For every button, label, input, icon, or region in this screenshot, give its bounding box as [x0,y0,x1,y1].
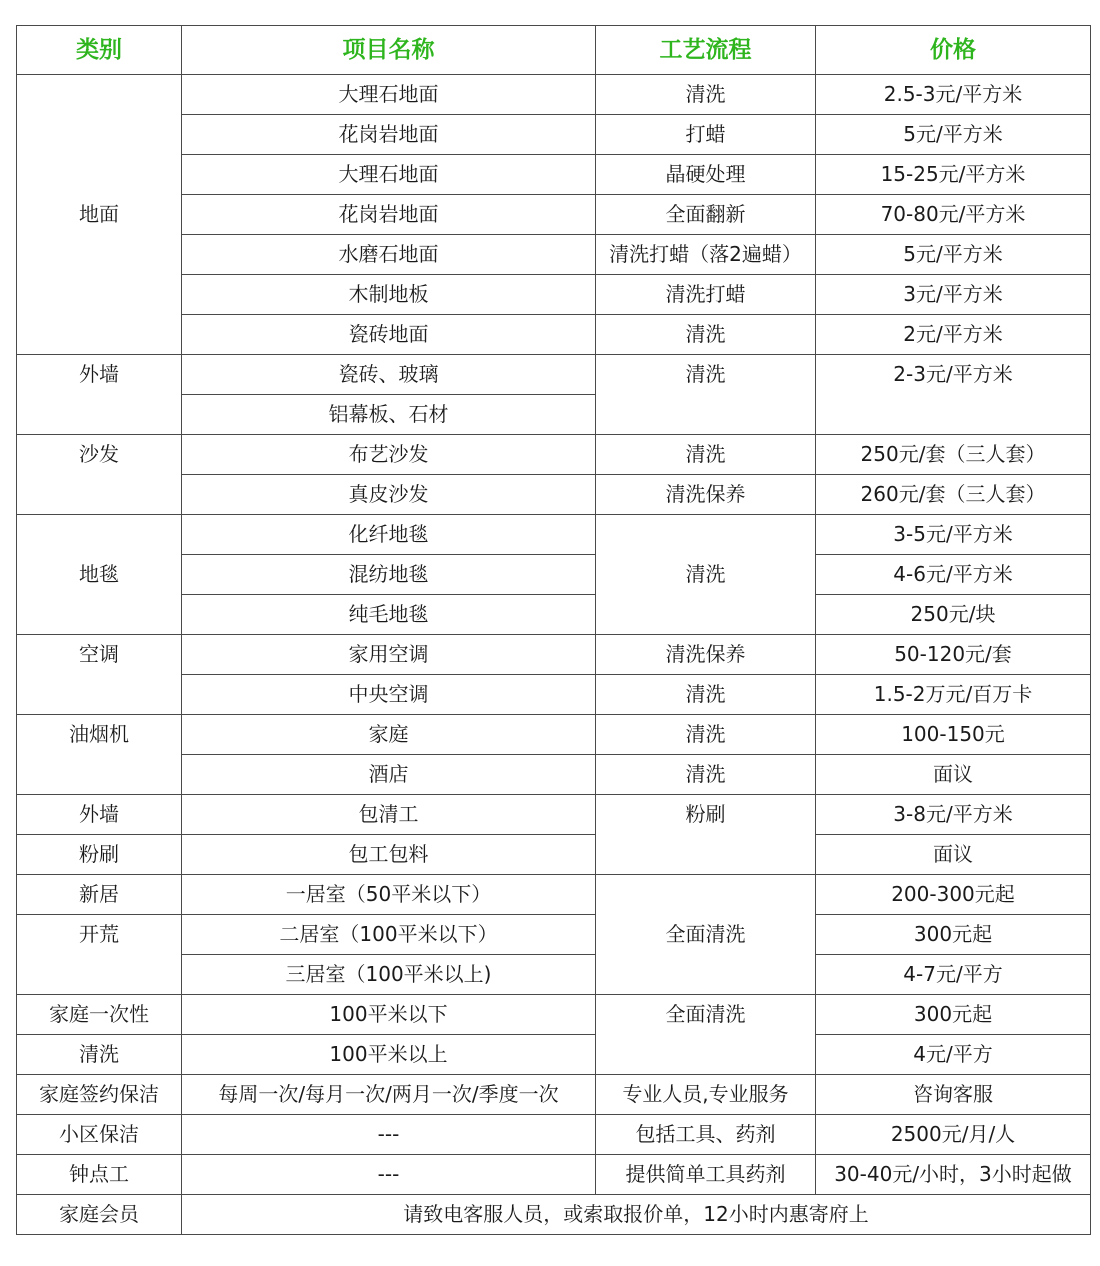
table-row [17,795,1091,835]
table-row [17,355,1091,395]
item-cell: 二居室（100平米以下） [182,915,596,955]
price-cell: 面议 [816,835,1091,875]
category-cell: 新居 [17,875,182,915]
item-cell: 花岗岩地面 [182,115,596,155]
table-row [17,875,1091,915]
process-cell: 清洗 [596,675,816,715]
item-cell: 包清工 [182,795,596,835]
price-cell: 300元起 [816,915,1091,955]
process-cell: 清洗保养 [596,635,816,675]
category-cell: 钟点工 [17,1155,182,1195]
price-cell: 100-150元 [816,715,1091,755]
category-cell: 外墙 [17,795,182,835]
item-cell: 一居室（50平米以下） [182,875,596,915]
price-cell: 1.5-2万元/百万卡 [816,675,1091,715]
process-cell: 清洗 [596,715,816,755]
item-cell: 混纺地毯 [182,555,596,595]
process-cell: 打蜡 [596,115,816,155]
price-cell: 2.5-3元/平方米 [816,75,1091,115]
table-row [17,435,1091,475]
price-cell: 2元/平方米 [816,315,1091,355]
header-process: 工艺流程 [596,26,816,75]
category-cell: 粉刷 [17,835,182,875]
price-cell: 5元/平方米 [816,235,1091,275]
table-row [17,1075,1091,1115]
process-cell: 清洗 [596,315,816,355]
table-row [17,1195,1091,1235]
item-cell: 瓷砖地面 [182,315,596,355]
process-cell: 清洗 [596,755,816,795]
item-cell: 三居室（100平米以上) [182,955,596,995]
item-cell: 包工包料 [182,835,596,875]
table-row [17,915,1091,955]
table-row [17,995,1091,1035]
price-cell: 70-80元/平方米 [816,195,1091,235]
category-cell: 小区保洁 [17,1115,182,1155]
item-cell: 花岗岩地面 [182,195,596,235]
item-cell: 纯毛地毯 [182,595,596,635]
category-cell: 家庭一次性 [17,995,182,1035]
category-cell: 地面 [17,75,182,355]
price-cell: 300元起 [816,995,1091,1035]
category-cell: 清洗 [17,1035,182,1075]
process-cell: 全面翻新 [596,195,816,235]
header-item-name: 项目名称 [182,26,596,75]
price-cell: 15-25元/平方米 [816,155,1091,195]
price-table [16,25,1091,1235]
item-cell: 中央空调 [182,675,596,715]
price-cell: 3元/平方米 [816,275,1091,315]
item-cell: 家庭 [182,715,596,755]
item-cell: 铝幕板、石材 [182,395,596,435]
table-row [17,835,1091,875]
table-row [17,1115,1091,1155]
process-cell: 清洗打蜡 [596,275,816,315]
table-row [17,1155,1091,1195]
table-row [17,75,1091,115]
item-cell: 化纤地毯 [182,515,596,555]
price-cell: 4-6元/平方米 [816,555,1091,595]
header-price: 价格 [816,26,1091,75]
member-note-cell: 请致电客服人员，或索取报价单，12小时内惠寄府上 [182,1195,1091,1235]
process-cell: 清洗打蜡（落2遍蜡） [596,235,816,275]
category-cell: 地毯 [17,515,182,635]
price-cell: 4-7元/平方 [816,955,1091,995]
category-cell: 沙发 [17,435,182,515]
process-cell: 清洗 [596,355,816,435]
category-cell: 开荒 [17,915,182,995]
process-cell: 提供简单工具药剂 [596,1155,816,1195]
price-cell: 2-3元/平方米 [816,355,1091,435]
category-cell: 外墙 [17,355,182,435]
item-cell: 布艺沙发 [182,435,596,475]
price-cell: 4元/平方 [816,1035,1091,1075]
price-cell: 3-5元/平方米 [816,515,1091,555]
item-cell: 木制地板 [182,275,596,315]
item-cell: 大理石地面 [182,155,596,195]
item-cell: 真皮沙发 [182,475,596,515]
price-cell: 260元/套（三人套） [816,475,1091,515]
item-cell: 100平米以上 [182,1035,596,1075]
item-cell: 家用空调 [182,635,596,675]
price-cell: 2500元/月/人 [816,1115,1091,1155]
item-cell: 瓷砖、玻璃 [182,355,596,395]
price-cell: 200-300元起 [816,875,1091,915]
item-cell: --- [182,1155,596,1195]
item-cell: 水磨石地面 [182,235,596,275]
category-cell: 油烟机 [17,715,182,795]
price-cell: 250元/块 [816,595,1091,635]
process-cell: 专业人员,专业服务 [596,1075,816,1115]
price-cell: 面议 [816,755,1091,795]
process-cell: 晶硬处理 [596,155,816,195]
header-category: 类别 [17,26,182,75]
category-cell: 家庭签约保洁 [17,1075,182,1115]
price-cell: 3-8元/平方米 [816,795,1091,835]
category-cell: 空调 [17,635,182,715]
price-cell: 5元/平方米 [816,115,1091,155]
item-cell: 每周一次/每月一次/两月一次/季度一次 [182,1075,596,1115]
item-cell: 酒店 [182,755,596,795]
item-cell: 大理石地面 [182,75,596,115]
process-cell: 清洗 [596,515,816,635]
table-row [17,635,1091,675]
price-cell: 50-120元/套 [816,635,1091,675]
process-cell: 全面清洗 [596,995,816,1075]
price-cell: 250元/套（三人套） [816,435,1091,475]
process-cell: 清洗 [596,435,816,475]
price-cell: 咨询客服 [816,1075,1091,1115]
item-cell: --- [182,1115,596,1155]
process-cell: 粉刷 [596,795,816,875]
process-cell: 清洗 [596,75,816,115]
category-cell: 家庭会员 [17,1195,182,1235]
process-cell: 全面清洗 [596,875,816,995]
process-cell: 清洗保养 [596,475,816,515]
price-cell: 30-40元/小时，3小时起做 [816,1155,1091,1195]
process-cell: 包括工具、药剂 [596,1115,816,1155]
table-row [17,515,1091,555]
item-cell: 100平米以下 [182,995,596,1035]
table-row [17,1035,1091,1075]
header-row [17,26,1091,75]
table-row [17,715,1091,755]
